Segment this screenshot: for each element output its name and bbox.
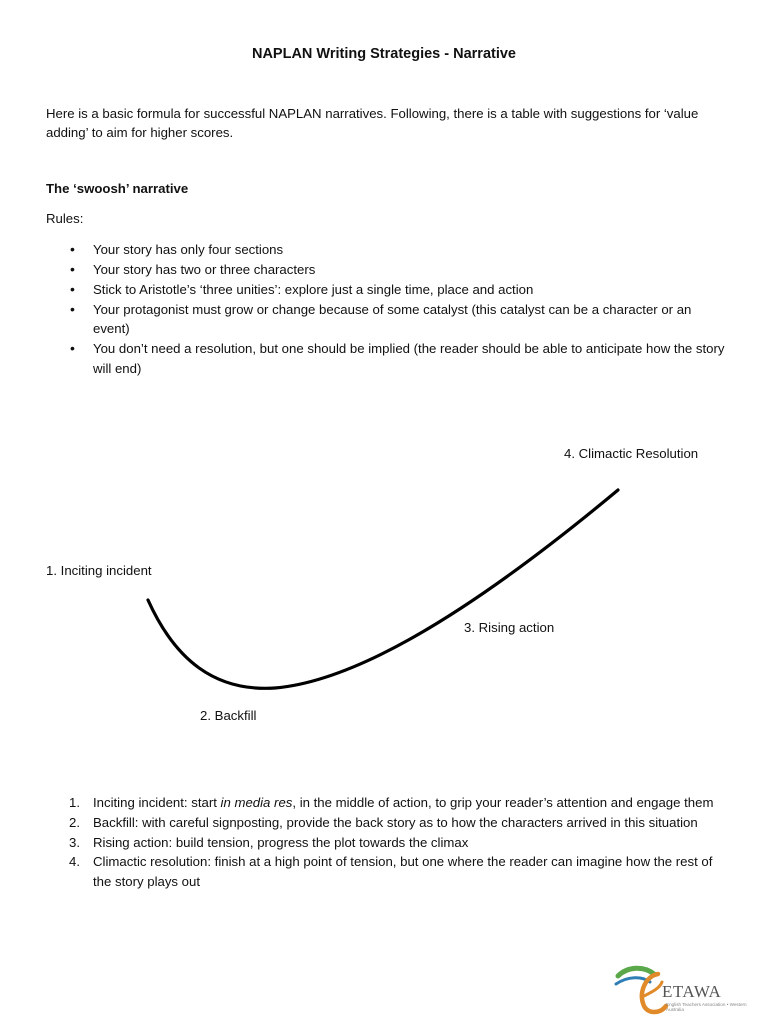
- step-text: Rising action: build tension, progress the plot towards the climax: [93, 834, 469, 850]
- step-number: 2.: [69, 814, 80, 830]
- rules-label: Rules:: [46, 211, 84, 226]
- step-emphasis: in media res: [220, 795, 293, 810]
- etawa-logo: [614, 962, 756, 1018]
- section-heading: The ‘swoosh’ narrative: [46, 181, 189, 196]
- logo-name: ETAWA: [662, 982, 722, 1001]
- step-item: [46, 833, 726, 852]
- step-number: 4.: [69, 854, 80, 870]
- label-backfill: 2. Backfill: [200, 708, 257, 723]
- label-inciting-incident: 1. Inciting incident: [46, 563, 152, 578]
- step-text: Climactic resolution: finish at a high point of tension, but one where the reader can imagine how the rest of the story plays out: [93, 854, 713, 889]
- intro-paragraph: Here is a basic formula for successful NAPLAN narratives. Following, there is a table with suggestions for ‘value adding’ to aim for higher scores.: [46, 106, 699, 140]
- step-text: Backfill: with careful signposting, provide the back story as to how the characters arrived in this situation: [93, 814, 698, 830]
- steps-list: [46, 793, 726, 891]
- page-title: NAPLAN Writing Strategies - Narrative: [251, 46, 516, 62]
- rule-item: • You don’t need a resolution, but one should be implied (the reader should be able to anticipate how the story will end): [46, 339, 726, 378]
- label-rising-action: 3. Rising action: [464, 620, 555, 635]
- rule-item: • Your protagonist must grow or change because of some catalyst (this catalyst can be a character or an event): [46, 300, 726, 339]
- step-number: 1.: [69, 795, 80, 810]
- step-number: 3.: [69, 834, 80, 850]
- step-item: [46, 813, 726, 832]
- step-text: Inciting incident: start: [93, 795, 221, 810]
- step-item: [46, 852, 726, 890]
- rule-item: • Your story has two or three characters: [46, 260, 726, 279]
- swoosh-curve: [148, 490, 618, 688]
- logo-tagline: English Teachers Association • Western Australia: [666, 1002, 747, 1012]
- rule-item: • Stick to Aristotle’s ‘three unities’: explore just a single time, place and action: [46, 280, 726, 299]
- step-item: [46, 793, 726, 812]
- step-text-after: , in the middle of action, to grip your reader’s attention and engage them: [292, 795, 714, 810]
- label-climactic-resolution: 4. Climactic Resolution: [564, 446, 699, 461]
- rule-item: • Your story has only four sections: [46, 240, 726, 259]
